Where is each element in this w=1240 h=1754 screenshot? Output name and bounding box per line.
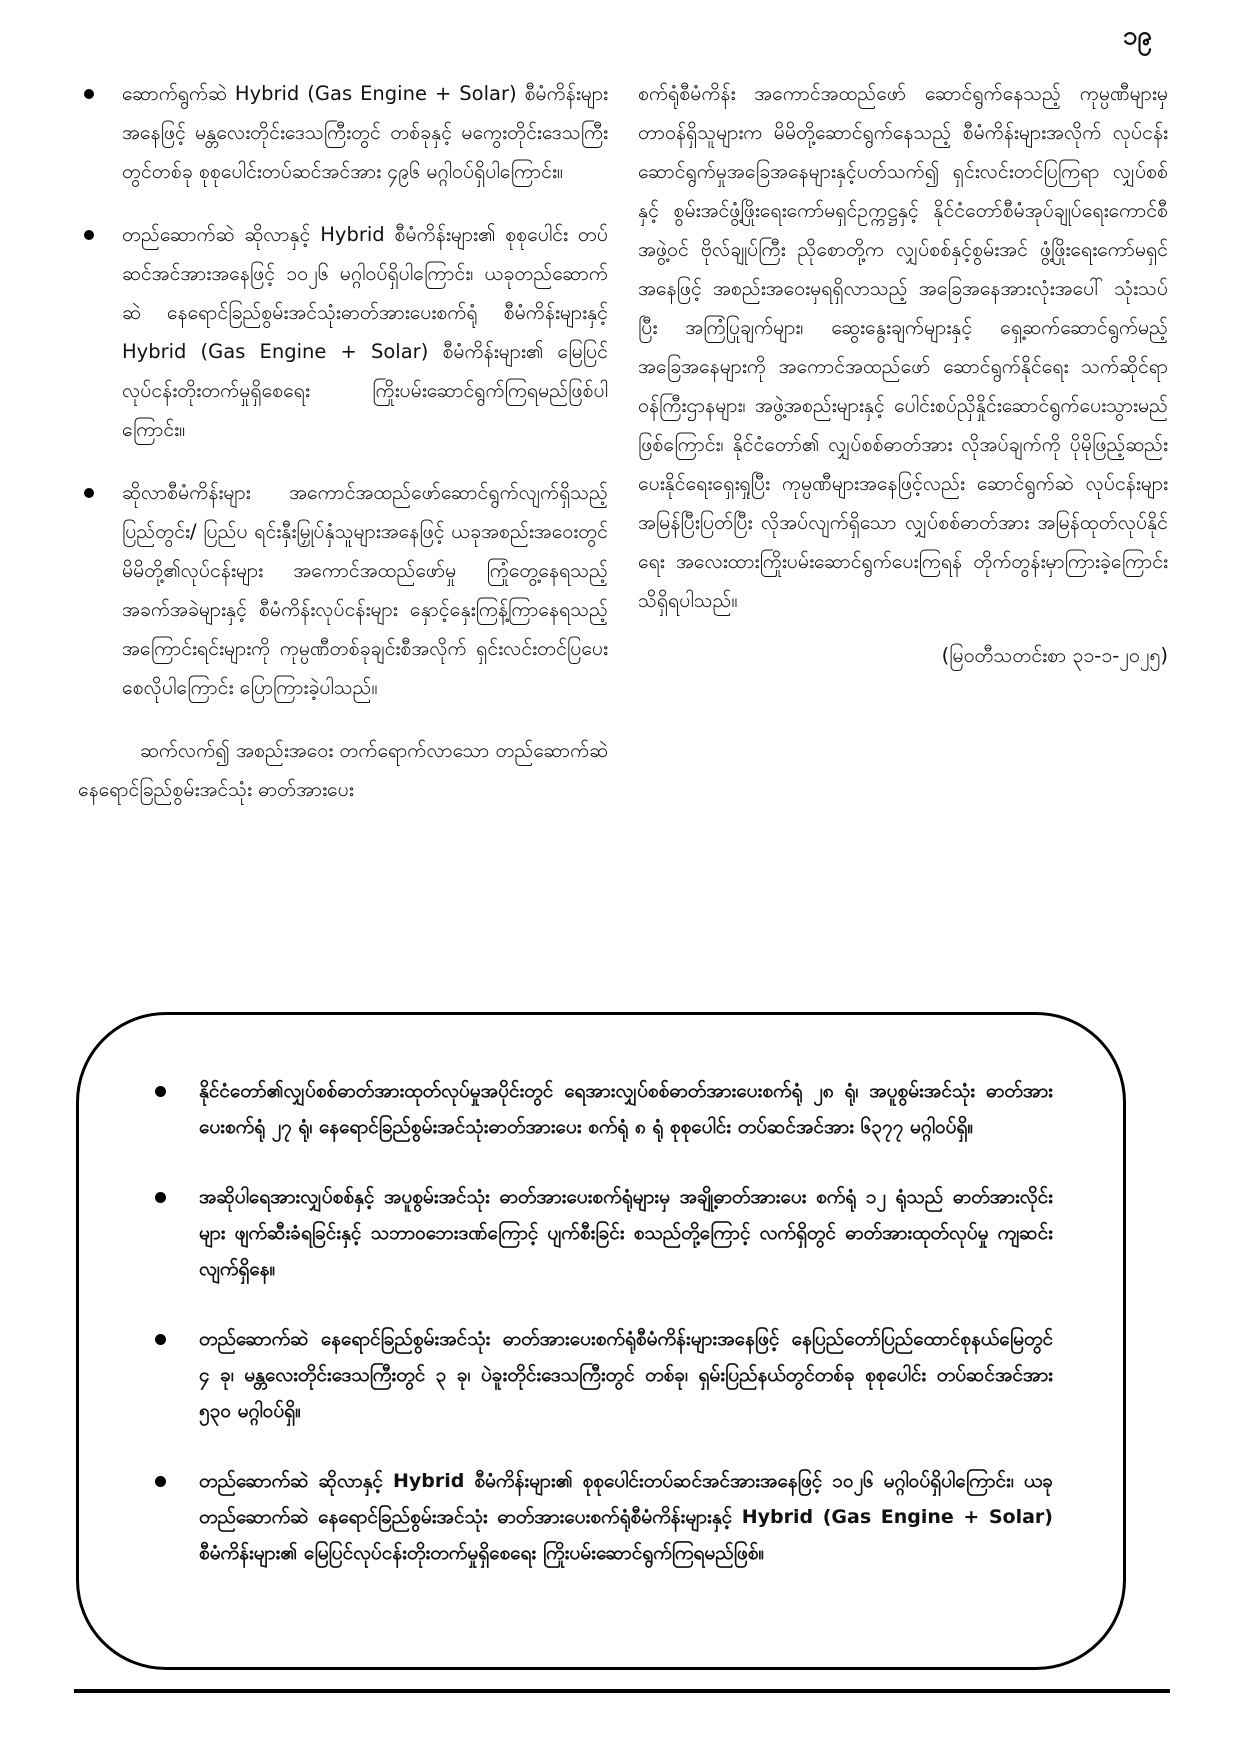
right-column [638, 74, 1168, 1004]
list-item [78, 473, 608, 707]
summary-list [155, 1073, 1053, 1571]
list-item [155, 1073, 1053, 1145]
bottom-divider [74, 1689, 1170, 1693]
article-columns [78, 74, 1168, 1004]
summary-text: အဆိုပါရေအားလျှပ်စစ်နှင့် အပူစွမ်းအင်သုံး ဓာတ်အားပေးစက်ရုံများမှ အချို့ဓာတ်အားပေး စက်ရုံ ၁၂ ရုံသည် ဓာတ်အားလိုင်းများ ဖျက်ဆီးခံရခြင်းနှင့် သဘာဝဘေးဒဏ်ကြောင့် ပျက်စီးခြင်း စသည်တို့ကြောင့် လက်ရှိတွင် ဓာတ်အားထုတ်လုပ်မှု ကျဆင်းလျက်ရှိနေ။ [199, 1186, 1053, 1280]
page-number: ၁၉ [1122, 21, 1152, 51]
summary-text: တည်ဆောက်ဆဲ ဆိုလာနှင့် Hybrid စီမံကိန်းများ၏ စုစုပေါင်းတပ်ဆင်အင်အားအနေဖြင့် ၁၀၂၆ မဂ္ဂါဝပ်ရှိပါကြောင်း၊ ယခုတည်ဆောက်ဆဲ နေရောင်ခြည်စွမ်းအင်သုံး ဓာတ်အားပေးစက်ရုံစီမံကိန်းများနှင့် Hybrid (Gas Engine + Solar) စီမံကိန်းများ၏ မြေပြင်လုပ်ငန်းတိုးတက်မှုရှိစေရေး ကြိုးပမ်းဆောင်ရွက်ကြရမည်ဖြစ်။ [199, 1470, 1053, 1564]
bullet-icon [155, 1192, 166, 1203]
summary-text: တည်ဆောက်ဆဲ နေရောင်ခြည်စွမ်းအင်သုံး ဓာတ်အားပေးစက်ရုံစီမံကိန်းများအနေဖြင့် နေပြည်တော်ပြည်ထောင်စုနယ်မြေတွင် ၄ ခု၊ မန္တလေးတိုင်းဒေသကြီးတွင် ၃ ခု၊ ပဲခူးတိုင်းဒေသကြီးတွင် တစ်ခု၊ ရှမ်းပြည်နယ်တွင်တစ်ခု စုစုပေါင်း တပ်ဆင်အင်အား ၅၃၀ မဂ္ဂါဝပ်ရှိ။ [199, 1328, 1053, 1422]
source-citation: (မြဝတီသတင်းစာ ၃၁-၁-၂၀၂၅) [941, 644, 1168, 667]
list-item [155, 1463, 1053, 1571]
bullet-icon [155, 1086, 166, 1097]
list-item [78, 74, 608, 191]
bullet-icon [155, 1476, 166, 1487]
bullet-icon [155, 1334, 166, 1345]
bullet-text: ဆိုလာစီမံကိန်းများ အကောင်အထည်ဖော်ဆောင်ရွက်လျက်ရှိသည့် ပြည်တွင်း/ ပြည်ပ ရင်းနှီးမြှုပ်နှံသူများအနေဖြင့် ယခုအစည်းအဝေးတွင် မိမိတို့၏လုပ်ငန်းများ အကောင်အထည်ဖော်မှု ကြုံတွေ့နေရသည့် အခက်အခဲများနှင့် စီမံကိန်းလုပ်ငန်းများ နှောင့်နှေးကြန့်ကြာနေရသည့် အကြောင်းရင်းများကို ကုမ္ပဏီတစ်ခုချင်းစီအလိုက် ရှင်းလင်းတင်ပြပေးစေလိုပါကြောင်း ပြောကြားခဲ့ပါသည်။ [122, 481, 608, 699]
left-bullet-list [78, 74, 608, 707]
continuation-paragraph: ဆက်လက်၍ အစည်းအဝေး တက်ရောက်လာသော တည်ဆောက်ဆဲ နေရောင်ခြည်စွမ်းအင်သုံး ဓာတ်အားပေး [78, 739, 608, 801]
bullet-icon [84, 230, 94, 240]
body-paragraph: စက်ရုံစီမံကိန်း အကောင်အထည်ဖော် ဆောင်ရွက်နေသည့် ကုမ္ပဏီများမှ တာဝန်ရှိသူများက မိမိတို့ဆောင်ရွက်နေသည့် စီမံကိန်းများအလိုက် လုပ်ငန်းဆောင်ရွက်မှုအခြေအနေများနှင့်ပတ်သက်၍ ရှင်းလင်းတင်ပြကြရာ လျှပ်စစ်နှင့် စွမ်းအင်ဖွံ့ဖြိုးရေးကော်မရှင်ဥက္ကဋ္ဌနှင့် နိုင်ငံတော်စီမံအုပ်ချုပ်ရေးကောင်စီအဖွဲ့ဝင် ဗိုလ်ချုပ်ကြီး ညိုစောတို့က လျှပ်စစ်နှင့်စွမ်းအင် ဖွံ့ဖြိုးရေးကော်မရှင်အနေဖြင့် အစည်းအဝေးမှရရှိလာသည့် အခြေအနေအားလုံးအပေါ် သုံးသပ်ပြီး အကြံပြုချက်များ၊ ဆွေးနွေးချက်များနှင့် ရှေ့ဆက်ဆောင်ရွက်မည့် အခြေအနေများကို အကောင်အထည်ဖော် ဆောင်ရွက်နိုင်ရေး သက်ဆိုင်ရာဝန်ကြီးဌာနများ၊ အဖွဲ့အစည်းများနှင့် ပေါင်းစပ်ညှိနှိုင်းဆောင်ရွက်ပေးသွားမည်ဖြစ်ကြောင်း၊ နိုင်ငံတော်၏ လျှပ်စစ်ဓာတ်အား လိုအပ်ချက်ကို ပိုမိုဖြည့်ဆည်းပေးနိုင်ရေးရှေးရှုပြီး ကုမ္ပဏီများအနေဖြင့်လည်း ဆောင်ရွက်ဆဲ လုပ်ငန်းများအမြန်ပြီးပြတ်ပြီး လိုအပ်လျက်ရှိသော လျှပ်စစ်ဓာတ်အား အမြန်ထုတ်လုပ်နိုင်ရေး အလေးထားကြိုးပမ်းဆောင်ရွက်ပေးကြရန် တိုက်တွန်းမှာကြားခဲ့ကြောင်း သိရှိရပါသည်။ [638, 82, 1168, 612]
list-item [155, 1321, 1053, 1429]
list-item [78, 215, 608, 449]
bullet-text: ဆောက်ရွက်ဆဲ Hybrid (Gas Engine + Solar) စီမံကိန်းများအနေဖြင့် မန္တလေးတိုင်းဒေသကြီးတွင် တစ်ခုနှင့် မကွေးတိုင်းဒေသကြီးတွင်တစ်ခု စုစုပေါင်းတပ်ဆင်အင်အား ၄၉၆ မဂ္ဂါဝပ်ရှိပါကြောင်း။ [122, 82, 608, 183]
bullet-text: တည်ဆောက်ဆဲ ဆိုလာနှင့် Hybrid စီမံကိန်းများ၏ စုစုပေါင်း တပ်ဆင်အင်အားအနေဖြင့် ၁၀၂၆ မဂ္ဂါဝပ်ရှိပါကြောင်း၊ ယခုတည်ဆောက်ဆဲ နေရောင်ခြည်စွမ်းအင်သုံးဓာတ်အားပေးစက်ရုံ စီမံကိန်းများနှင့် Hybrid (Gas Engine + Solar) စီမံကိန်းများ၏ မြေပြင်လုပ်ငန်းတိုးတက်မှုရှိစေရေး ကြိုးပမ်းဆောင်ရွက်ကြရမည်ဖြစ်ပါကြောင်း။ [122, 223, 608, 441]
summary-box [76, 1012, 1126, 1670]
left-column [78, 74, 608, 1004]
summary-text: နိုင်ငံတော်၏လျှပ်စစ်ဓာတ်အားထုတ်လုပ်မှုအပိုင်းတွင် ရေအားလျှပ်စစ်ဓာတ်အားပေးစက်ရုံ ၂၈ ရုံ၊ အပူစွမ်းအင်သုံး ဓာတ်အားပေးစက်ရုံ ၂၇ ရုံ၊ နေရောင်ခြည်စွမ်းအင်သုံးဓာတ်အားပေး စက်ရုံ ၈ ရုံ စုစုပေါင်း တပ်ဆင်အင်အား ၆၃၇၇ မဂ္ဂါဝပ်ရှိ။ [199, 1080, 1053, 1138]
list-item [155, 1179, 1053, 1287]
bullet-icon [84, 89, 94, 99]
bullet-icon [84, 488, 94, 498]
